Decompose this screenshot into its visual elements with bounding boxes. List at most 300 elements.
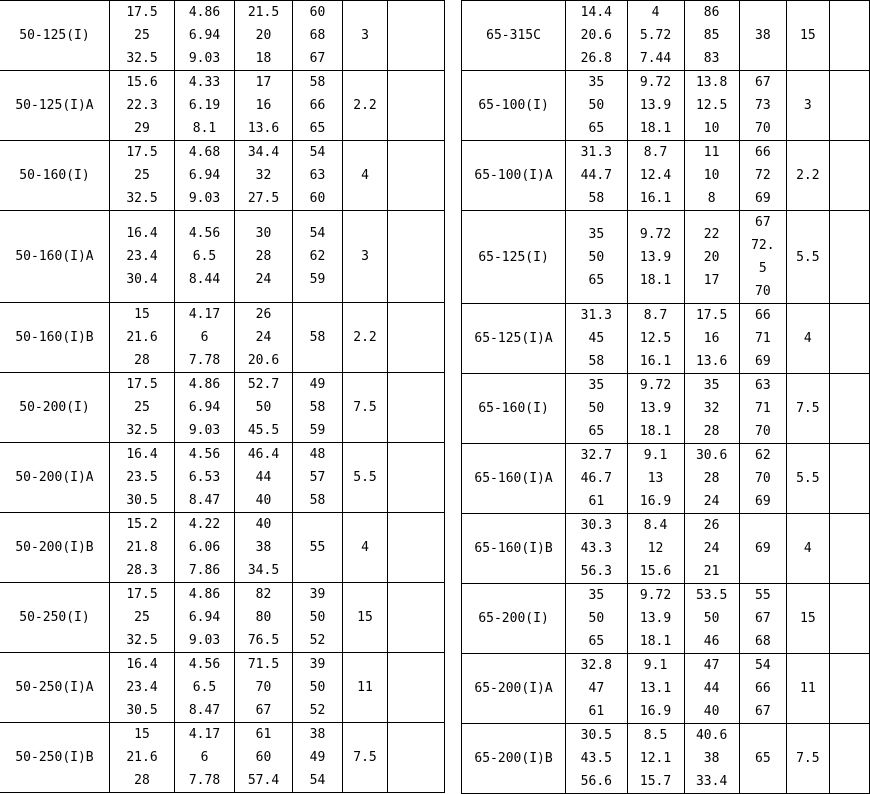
pump-head-value: 10 bbox=[703, 121, 720, 136]
pump-eff-cell bbox=[739, 654, 786, 724]
pump-head-value: 16 bbox=[255, 98, 272, 113]
pump-flow-value: 30.5 bbox=[126, 493, 158, 508]
pump-head-cell bbox=[235, 513, 293, 583]
pump-head-value: 16 bbox=[703, 331, 720, 346]
pump-flow-value: 35 bbox=[588, 588, 605, 603]
pump-flow-value: 17.5 bbox=[126, 5, 158, 20]
pump-model: 65-315C bbox=[462, 1, 566, 71]
pump-model: 65-200(I)A bbox=[462, 654, 566, 724]
pump-eff-value: 69 bbox=[755, 354, 771, 369]
pump-rate-cell bbox=[627, 71, 684, 141]
pump-rate-value: 18.1 bbox=[639, 121, 672, 136]
pump-row bbox=[0, 211, 445, 303]
pump-head-value: 20.6 bbox=[247, 353, 280, 368]
pump-flow-value: 50 bbox=[588, 98, 605, 113]
pump-head-value: 17.5 bbox=[695, 308, 728, 323]
pump-rate-value: 8.7 bbox=[643, 308, 668, 323]
pump-row bbox=[0, 373, 445, 443]
pump-rate-value: 6.5 bbox=[192, 249, 217, 264]
pump-head-cell bbox=[684, 211, 739, 304]
pump-head-cell bbox=[684, 724, 739, 794]
blank-cell bbox=[388, 443, 445, 513]
pump-rate-value: 4.17 bbox=[188, 727, 221, 742]
pump-eff-cell bbox=[293, 303, 343, 373]
pump-head-cell bbox=[235, 653, 293, 723]
pump-model: 50-200(I)A bbox=[0, 443, 110, 513]
pump-head-value: 17 bbox=[703, 272, 720, 288]
pump-head-value: 70 bbox=[255, 680, 272, 695]
pump-flow-value: 15 bbox=[134, 307, 150, 322]
pump-head-value: 67 bbox=[255, 703, 272, 718]
pump-eff-cell bbox=[293, 373, 343, 443]
pump-flow-value: 35 bbox=[588, 378, 605, 393]
blank-cell bbox=[829, 141, 869, 211]
pump-flow-value: 25 bbox=[134, 28, 150, 43]
pump-model: 65-160(I)B bbox=[462, 514, 566, 584]
pump-flow-value: 32.5 bbox=[126, 633, 158, 648]
pump-eff-value: 63 bbox=[309, 168, 326, 183]
pump-head-value: 13.8 bbox=[695, 75, 728, 90]
pump-head-value: 61 bbox=[255, 727, 272, 742]
pump-flow-cell bbox=[566, 71, 627, 141]
blank-cell bbox=[388, 1, 445, 71]
pump-eff-value: 52 bbox=[309, 633, 326, 648]
pump-rate-value: 4.56 bbox=[188, 226, 221, 241]
pump-power: 11 bbox=[786, 654, 829, 724]
pump-head-cell bbox=[235, 1, 293, 71]
pump-rate-cell bbox=[175, 211, 235, 303]
pump-power: 2.2 bbox=[786, 141, 829, 211]
pump-eff-cell bbox=[739, 71, 786, 141]
pump-rate-value: 6 bbox=[200, 750, 209, 765]
blank-cell bbox=[829, 304, 869, 374]
pump-power: 5.5 bbox=[343, 443, 388, 513]
pump-eff-value: 58 bbox=[309, 75, 326, 90]
pump-flow-value: 28 bbox=[134, 773, 150, 788]
pump-flow-value: 46.7 bbox=[580, 471, 612, 486]
pump-rate-cell bbox=[175, 443, 235, 513]
pump-head-value: 20 bbox=[703, 249, 720, 265]
pump-flow-value: 16.4 bbox=[126, 447, 158, 462]
pump-eff-cell bbox=[293, 653, 343, 723]
pump-head-value: 76.5 bbox=[247, 633, 280, 648]
pump-eff-value: 49 bbox=[309, 750, 326, 765]
pump-rate-value: 16.9 bbox=[639, 494, 672, 509]
pump-row bbox=[462, 584, 870, 654]
pump-head-value: 34.5 bbox=[247, 563, 280, 578]
pump-flow-cell bbox=[566, 141, 627, 211]
pump-flow-value: 58 bbox=[588, 354, 605, 369]
pump-row bbox=[462, 444, 870, 514]
pump-power: 15 bbox=[343, 583, 388, 653]
pump-row bbox=[0, 303, 445, 373]
pump-eff-cell bbox=[739, 141, 786, 211]
blank-cell bbox=[388, 71, 445, 141]
pump-head-cell bbox=[235, 443, 293, 513]
pump-flow-cell bbox=[110, 141, 175, 211]
pump-flow-value: 58 bbox=[588, 191, 605, 206]
pump-flow-value: 30.5 bbox=[580, 728, 612, 743]
pump-rate-value: 15.6 bbox=[639, 564, 672, 579]
pump-head-cell bbox=[684, 514, 739, 584]
pump-rate-value: 16.9 bbox=[639, 704, 672, 719]
pump-rate-cell bbox=[175, 71, 235, 141]
pump-head-cell bbox=[235, 723, 293, 793]
pump-flow-cell bbox=[110, 653, 175, 723]
pump-row bbox=[0, 443, 445, 513]
pump-eff-value: 66 bbox=[755, 681, 771, 696]
pump-eff-value: 54 bbox=[309, 773, 326, 788]
pump-eff-value: 38 bbox=[309, 727, 326, 742]
pump-model: 50-160(I)B bbox=[0, 303, 110, 373]
pump-head-value: 40 bbox=[703, 704, 720, 719]
pump-flow-value: 15.6 bbox=[126, 75, 158, 90]
pump-flow-value: 30.3 bbox=[580, 518, 612, 533]
pump-head-value: 24 bbox=[255, 330, 272, 345]
pump-eff-value: 39 bbox=[309, 657, 326, 672]
pump-head-value: 40 bbox=[255, 517, 272, 532]
pump-power: 7.5 bbox=[343, 373, 388, 443]
pump-flow-cell bbox=[110, 303, 175, 373]
pump-eff-cell bbox=[739, 444, 786, 514]
pump-flow-cell bbox=[566, 211, 627, 304]
pump-rate-cell bbox=[627, 211, 684, 304]
pump-flow-value: 65 bbox=[588, 272, 605, 288]
pump-rate-cell bbox=[627, 724, 684, 794]
pump-model: 50-250(I)B bbox=[0, 723, 110, 793]
pump-flow-value: 25 bbox=[134, 400, 150, 415]
pump-eff-value: 5 bbox=[758, 261, 767, 276]
pump-rate-value: 12.1 bbox=[639, 751, 672, 766]
pump-eff-value: 58 bbox=[309, 400, 326, 415]
pump-head-value: 60 bbox=[255, 750, 272, 765]
pump-head-value: 71.5 bbox=[247, 657, 280, 672]
pump-flow-cell bbox=[566, 724, 627, 794]
pump-rate-value: 16.1 bbox=[639, 354, 672, 369]
pump-eff-value: 58 bbox=[309, 493, 326, 508]
pump-rate-cell bbox=[175, 513, 235, 583]
pump-eff-cell bbox=[739, 584, 786, 654]
pump-row bbox=[462, 374, 870, 444]
pump-rate-value: 6.94 bbox=[188, 28, 221, 43]
pump-flow-value: 61 bbox=[588, 494, 605, 509]
pump-eff-value: 59 bbox=[309, 423, 326, 438]
pump-eff-value: 70 bbox=[755, 471, 771, 486]
pump-eff-value: 68 bbox=[755, 634, 771, 649]
pump-head-value: 57.4 bbox=[247, 773, 280, 788]
pump-rate-value: 9.72 bbox=[639, 378, 672, 393]
pump-flow-value: 30.5 bbox=[126, 703, 158, 718]
pump-eff-cell bbox=[739, 1, 786, 71]
pump-rate-value: 13.9 bbox=[639, 249, 672, 265]
pump-eff-cell bbox=[293, 723, 343, 793]
pump-power: 11 bbox=[343, 653, 388, 723]
pump-eff-value: 60 bbox=[309, 5, 326, 20]
pump-rate-value: 18.1 bbox=[639, 424, 672, 439]
pump-eff-value: 62 bbox=[755, 448, 771, 463]
pump-eff-value: 67 bbox=[755, 611, 771, 626]
pump-flow-cell bbox=[110, 583, 175, 653]
pump-eff-value: 52 bbox=[309, 703, 326, 718]
pump-rate-cell bbox=[627, 514, 684, 584]
pump-table-right bbox=[461, 0, 870, 794]
pump-eff-value: 38 bbox=[755, 28, 771, 43]
pump-rate-cell bbox=[175, 583, 235, 653]
pump-rate-cell bbox=[627, 444, 684, 514]
pump-head-value: 47 bbox=[703, 658, 720, 673]
pump-head-value: 45.5 bbox=[247, 423, 280, 438]
pump-eff-cell bbox=[293, 583, 343, 653]
pump-rate-value: 7.78 bbox=[188, 773, 221, 788]
pump-rate-cell bbox=[175, 1, 235, 71]
pump-eff-value: 58 bbox=[309, 330, 326, 345]
pump-power: 2.2 bbox=[343, 303, 388, 373]
pump-flow-value: 43.5 bbox=[580, 751, 612, 766]
pump-power: 5.5 bbox=[786, 211, 829, 304]
pump-eff-value: 69 bbox=[755, 494, 771, 509]
pump-head-value: 38 bbox=[703, 751, 720, 766]
blank-cell bbox=[829, 514, 869, 584]
pump-flow-cell bbox=[110, 211, 175, 303]
pump-eff-cell bbox=[293, 513, 343, 583]
pump-head-value: 40.6 bbox=[695, 728, 728, 743]
pump-eff-value: 70 bbox=[755, 424, 771, 439]
pump-power: 7.5 bbox=[343, 723, 388, 793]
pump-rate-value: 6.94 bbox=[188, 610, 221, 625]
pump-head-value: 33.4 bbox=[695, 774, 728, 789]
pump-rate-value: 13.9 bbox=[639, 401, 672, 416]
pump-rate-value: 9.72 bbox=[639, 75, 672, 90]
pump-flow-value: 21.8 bbox=[126, 540, 158, 555]
pump-model: 50-125(I)A bbox=[0, 71, 110, 141]
pump-power: 4 bbox=[343, 513, 388, 583]
pump-row bbox=[0, 583, 445, 653]
pump-power: 4 bbox=[786, 304, 829, 374]
pump-rate-value: 18.1 bbox=[639, 634, 672, 649]
pump-flow-value: 30.4 bbox=[126, 272, 158, 287]
pump-head-value: 44 bbox=[703, 681, 720, 696]
pump-eff-value: 65 bbox=[755, 751, 771, 766]
pump-row bbox=[462, 654, 870, 724]
pump-flow-value: 22.3 bbox=[126, 98, 158, 113]
pump-head-cell bbox=[684, 374, 739, 444]
pump-flow-value: 17.5 bbox=[126, 145, 158, 160]
pump-flow-value: 50 bbox=[588, 249, 605, 265]
pump-rate-cell bbox=[627, 654, 684, 724]
pump-head-value: 17 bbox=[255, 75, 272, 90]
pump-eff-value: 72 bbox=[755, 168, 771, 183]
pump-rate-value: 8.5 bbox=[643, 728, 668, 743]
pump-eff-value: 60 bbox=[309, 191, 326, 206]
pump-eff-value: 73 bbox=[755, 98, 771, 113]
pump-rate-value: 7.78 bbox=[188, 353, 221, 368]
pump-rate-value: 9.03 bbox=[188, 633, 221, 648]
pump-rate-value: 15.7 bbox=[639, 774, 672, 789]
pump-rate-value: 6.5 bbox=[192, 680, 217, 695]
pump-flow-value: 32.5 bbox=[126, 51, 158, 66]
pump-head-value: 26 bbox=[703, 518, 720, 533]
blank-cell bbox=[388, 723, 445, 793]
pump-head-cell bbox=[235, 211, 293, 303]
pump-flow-cell bbox=[566, 374, 627, 444]
pump-eff-value: 68 bbox=[309, 28, 326, 43]
pump-flow-value: 56.6 bbox=[580, 774, 612, 789]
pump-flow-value: 35 bbox=[588, 75, 605, 90]
pump-eff-cell bbox=[739, 514, 786, 584]
pump-flow-value: 32.5 bbox=[126, 191, 158, 206]
pump-eff-value: 66 bbox=[755, 308, 771, 323]
pump-rate-value: 13.9 bbox=[639, 611, 672, 626]
pump-eff-value: 54 bbox=[309, 226, 326, 241]
pump-eff-value: 62 bbox=[309, 249, 326, 264]
pump-rate-cell bbox=[627, 374, 684, 444]
pump-flow-cell bbox=[566, 1, 627, 71]
pump-head-cell bbox=[684, 71, 739, 141]
pump-eff-cell bbox=[293, 443, 343, 513]
pump-head-value: 32 bbox=[703, 401, 720, 416]
pump-rate-value: 4.56 bbox=[188, 447, 221, 462]
pump-rate-cell bbox=[627, 584, 684, 654]
pump-rate-value: 9.03 bbox=[188, 423, 221, 438]
pump-eff-value: 70 bbox=[755, 284, 771, 299]
pump-power: 4 bbox=[786, 514, 829, 584]
pump-flow-value: 50 bbox=[588, 401, 605, 416]
pump-rate-value: 12 bbox=[647, 541, 664, 556]
pump-flow-cell bbox=[110, 1, 175, 71]
pump-rate-value: 9.72 bbox=[639, 588, 672, 603]
pump-eff-cell bbox=[739, 304, 786, 374]
pump-eff-value: 54 bbox=[755, 658, 771, 673]
pump-flow-cell bbox=[566, 584, 627, 654]
pump-rate-value: 6.06 bbox=[188, 540, 221, 555]
pump-head-cell bbox=[235, 141, 293, 211]
pump-model: 50-160(I)A bbox=[0, 211, 110, 303]
pump-eff-value: 63 bbox=[755, 378, 771, 393]
pump-head-value: 18 bbox=[255, 51, 272, 66]
pump-rate-value: 4.56 bbox=[188, 657, 221, 672]
pump-eff-cell bbox=[739, 724, 786, 794]
pump-eff-value: 70 bbox=[755, 121, 771, 136]
pump-row bbox=[462, 211, 870, 304]
pump-flow-value: 31.3 bbox=[580, 145, 612, 160]
pump-flow-value: 45 bbox=[588, 331, 605, 346]
pump-flow-cell bbox=[566, 444, 627, 514]
pump-power: 3 bbox=[343, 211, 388, 303]
pump-flow-value: 21.6 bbox=[126, 750, 158, 765]
pump-model: 65-200(I)B bbox=[462, 724, 566, 794]
pump-rate-value: 9.72 bbox=[639, 226, 672, 242]
pump-head-value: 20 bbox=[255, 28, 272, 43]
pump-flow-cell bbox=[110, 513, 175, 583]
pump-head-value: 30.6 bbox=[695, 448, 728, 463]
pump-eff-cell bbox=[739, 374, 786, 444]
pump-rate-value: 9.03 bbox=[188, 51, 221, 66]
pump-eff-value: 72. bbox=[751, 238, 775, 253]
pump-flow-value: 17.5 bbox=[126, 587, 158, 602]
pump-flow-value: 61 bbox=[588, 704, 605, 719]
pump-head-value: 44 bbox=[255, 470, 272, 485]
pump-flow-value: 20.6 bbox=[580, 28, 612, 43]
pump-flow-value: 32.5 bbox=[126, 423, 158, 438]
pump-model: 50-160(I) bbox=[0, 141, 110, 211]
pump-eff-cell bbox=[293, 141, 343, 211]
pump-model: 65-100(I)A bbox=[462, 141, 566, 211]
pump-row bbox=[462, 141, 870, 211]
pump-head-value: 50 bbox=[255, 400, 272, 415]
pump-row bbox=[0, 71, 445, 141]
pump-row bbox=[0, 1, 445, 71]
pump-eff-cell bbox=[739, 211, 786, 304]
pump-flow-value: 28.3 bbox=[126, 563, 158, 578]
blank-cell bbox=[388, 583, 445, 653]
pump-flow-value: 16.4 bbox=[126, 226, 158, 241]
pump-head-cell bbox=[235, 583, 293, 653]
blank-cell bbox=[829, 444, 869, 514]
pump-rate-cell bbox=[627, 1, 684, 71]
pump-eff-value: 59 bbox=[309, 272, 326, 287]
pump-head-cell bbox=[684, 584, 739, 654]
pump-flow-value: 26.8 bbox=[580, 51, 612, 66]
pump-power: 3 bbox=[786, 71, 829, 141]
pump-eff-value: 67 bbox=[755, 215, 771, 230]
pump-rate-value: 4.86 bbox=[188, 587, 221, 602]
pump-head-cell bbox=[684, 1, 739, 71]
pump-flow-cell bbox=[110, 723, 175, 793]
pump-eff-cell bbox=[293, 211, 343, 303]
pump-power: 2.2 bbox=[343, 71, 388, 141]
pump-model: 50-125(I) bbox=[0, 1, 110, 71]
pump-rate-cell bbox=[627, 304, 684, 374]
pump-head-cell bbox=[235, 71, 293, 141]
pump-eff-value: 55 bbox=[309, 540, 326, 555]
pump-head-value: 28 bbox=[703, 424, 720, 439]
pump-eff-value: 50 bbox=[309, 610, 326, 625]
pump-flow-cell bbox=[110, 443, 175, 513]
pump-rate-value: 13 bbox=[647, 471, 664, 486]
pump-power: 15 bbox=[786, 584, 829, 654]
pump-head-value: 13.6 bbox=[695, 354, 728, 369]
pump-model: 50-200(I) bbox=[0, 373, 110, 443]
pump-power: 3 bbox=[343, 1, 388, 71]
pump-flow-value: 65 bbox=[588, 424, 605, 439]
pump-head-value: 38 bbox=[255, 540, 272, 555]
pump-power: 5.5 bbox=[786, 444, 829, 514]
pump-rate-value: 8.4 bbox=[643, 518, 668, 533]
pump-eff-value: 71 bbox=[755, 331, 771, 346]
pump-rate-value: 12.5 bbox=[639, 331, 672, 346]
pump-model: 65-100(I) bbox=[462, 71, 566, 141]
pump-flow-value: 15.2 bbox=[126, 517, 158, 532]
pump-power: 7.5 bbox=[786, 724, 829, 794]
pump-head-value: 86 bbox=[703, 5, 720, 20]
pump-rate-cell bbox=[627, 141, 684, 211]
pump-rate-cell bbox=[175, 373, 235, 443]
blank-cell bbox=[829, 654, 869, 724]
pump-rate-value: 13.1 bbox=[639, 681, 672, 696]
pump-head-cell bbox=[684, 304, 739, 374]
pump-rate-value: 6.19 bbox=[188, 98, 221, 113]
pump-rate-value: 6 bbox=[200, 330, 209, 345]
pump-head-value: 30 bbox=[255, 226, 272, 241]
pump-head-value: 10 bbox=[703, 168, 720, 183]
pump-head-value: 34.4 bbox=[247, 145, 280, 160]
pump-model: 65-160(I)A bbox=[462, 444, 566, 514]
pump-flow-value: 16.4 bbox=[126, 657, 158, 672]
pump-rate-value: 4.33 bbox=[188, 75, 221, 90]
pump-flow-value: 14.4 bbox=[580, 5, 612, 20]
pump-head-value: 50 bbox=[703, 611, 720, 626]
pump-row bbox=[462, 304, 870, 374]
